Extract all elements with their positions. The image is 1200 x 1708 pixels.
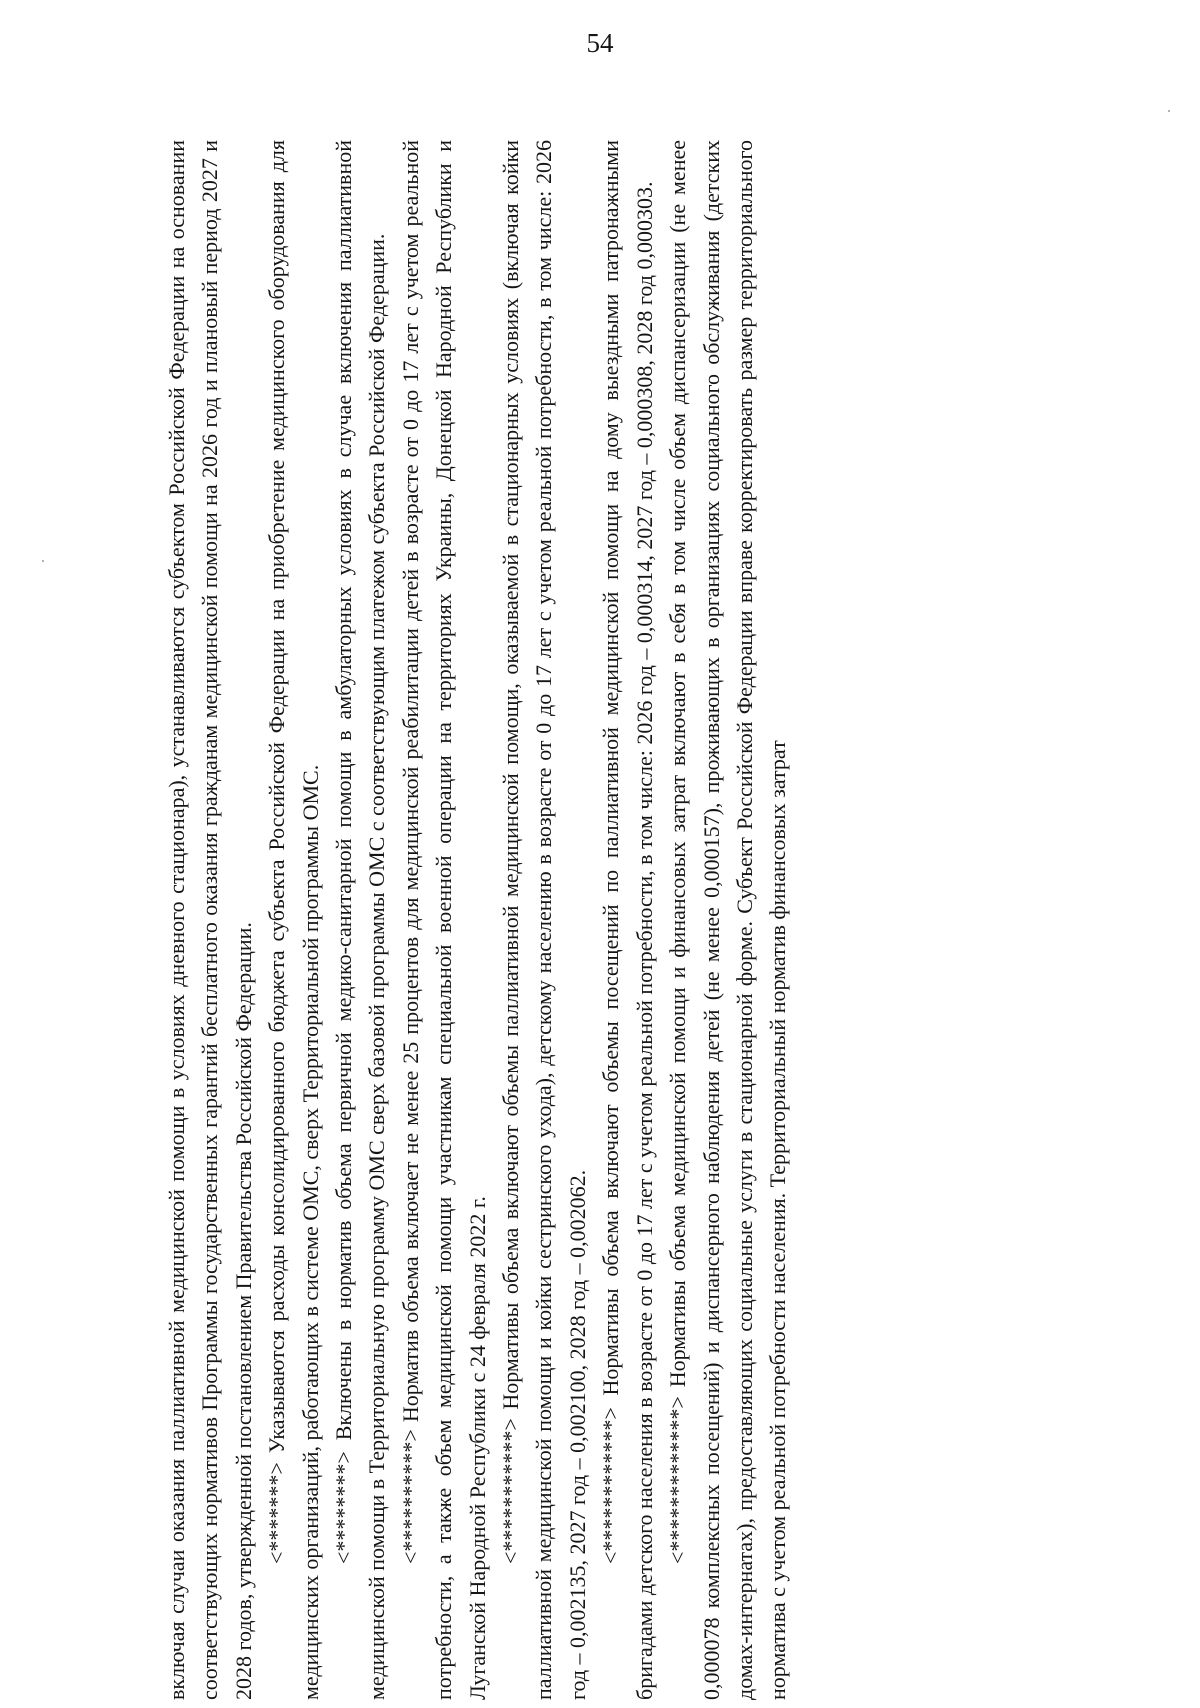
footnote-10-rehabilitation-volume: <**********> Норматив объема включает не менее 25 процентов для медицинской реабилитации детей в возрасте от 0 до 17 лет с учетом реальной потребности, а также объем медицинской помощи участникам специальной военной операции на территориях Украины, Донецкой Народной Республики и Луганской Народной Республики с 24 февраля 2022 г. — [397, 140, 490, 1700]
document-body — [160, 140, 1050, 1700]
footnote-8-primary-care-volume: <********> Включены в норматив объема первичной медико-санитарной помощи в амбулаторных условиях в случае включения паллиативной медицинской помощи в Территориальную программу ОМС сверх базовой программы ОМС с соответствующим платежом субъекта Российской Федерации. — [331, 140, 390, 1700]
page-number: 54 — [586, 28, 614, 58]
footnote-7-equipment-expenses: <*******> Указываются расходы консолидированного бюджета субъекта Российской Федерации на приобретение медицинского оборудования для медицинских организаций, работающих в системе ОМС, сверх Территориальной программы ОМС. — [264, 140, 323, 1700]
footnote-13-dispensarization: <*************> Нормативы объема медицинской помощи и финансовых затрат включают в себя в том числе объем диспансеризации (не менее 0,000078 комплексных посещений) и диспансерного наблюдения детей (не менее 0,000157), проживающих в организациях социального обслуживания (детских домах-интернатах), предоставляющих социальные услуги в стационарной форме. Субъект Российской Федерации вправе корректировать размер территориального норматива с учетом реальной потребности населения. Территориальный норматив финансовых затрат — [665, 140, 791, 1700]
footnote-11-inpatient-palliative: <***********> Нормативы объема включают объемы паллиативной медицинской помощи, оказываемой в стационарных условиях (включая койки паллиативной медицинской помощи и койки сестринского ухода), детскому населению в возрасте от 0 до 17 лет с учетом реальной потребности, в том числе: 2026 год – 0,002135, 2027 год – 0,002100, 2028 год – 0,002062. — [498, 140, 590, 1700]
scan-speck — [1168, 110, 1170, 112]
footnote-12-home-visits: <************> Нормативы объема включают объемы посещений по паллиативной медицинской помощи на дому выездными патронажными бригадами детского населения в возрасте от 0 до 17 лет с учетом реальной потребности, в том числе: 2026 год – 0,000314, 2027 год – 0,000308, 2028 год 0,000303. — [598, 140, 657, 1700]
scan-speck — [42, 560, 44, 562]
paragraph-palliative-day-hospital: включая случаи оказания паллиативной медицинской помощи в условиях дневного стационара), устанавливаются субъектом Российской Федерации на основании соответствующих нормативов Программы государственных гарантий бесплатного оказания гражданам медицинской помощи на 2026 год и плановый период 2027 и 2028 годов, утвержденной постановлением Правительства Российской Федерации. — [164, 140, 256, 1700]
